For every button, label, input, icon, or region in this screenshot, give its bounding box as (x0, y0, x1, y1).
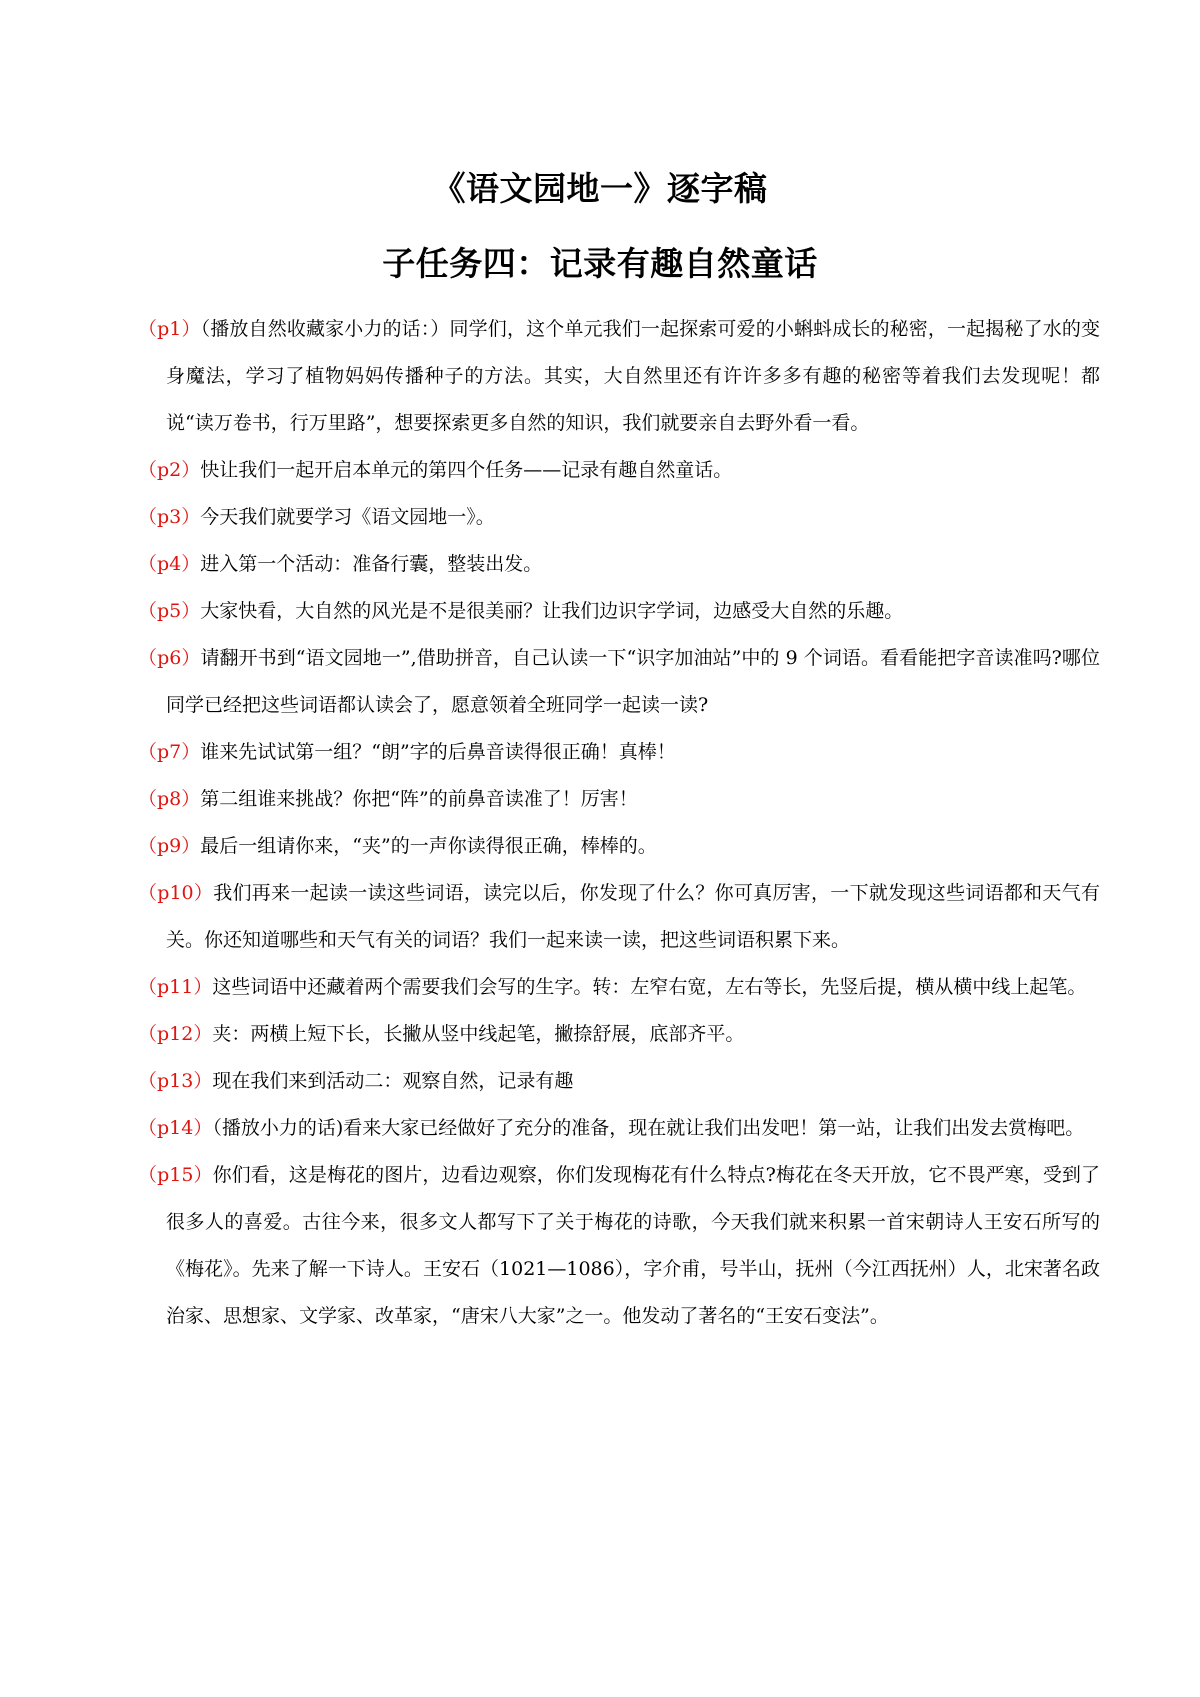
paragraph-marker: （p14） (138, 1117, 213, 1139)
paragraph-p12 (138, 1011, 1100, 1058)
paragraph-marker: （p1） (138, 318, 201, 340)
paragraph-marker: （p13） (138, 1070, 213, 1092)
paragraph-marker: （p9） (138, 835, 201, 857)
paragraph-text: （播放小力的话)看来大家已经做好了充分的准备，现在就让我们出发吧！第一站，让我们出发去赏梅吧。 (212, 1117, 1085, 1139)
paragraph-p15 (138, 1152, 1100, 1340)
paragraph-marker: （p15） (138, 1164, 213, 1186)
paragraph-text: 进入第一个活动：准备行囊，整装出发。 (200, 553, 543, 575)
paragraph-p2 (138, 447, 1100, 494)
document-subtitle: 子任务四：记录有趣自然童话 (382, 244, 818, 283)
paragraph-text: 我们再来一起读一读这些词语，读完以后，你发现了什么？你可真厉害，一下就发现这些词语都和天气有关。你还知道哪些和天气有关的词语？我们一起来读一读，把这些词语积累下来。 (166, 882, 1100, 951)
paragraph-marker: （p4） (138, 553, 201, 575)
paragraph-marker: （p2） (138, 459, 201, 481)
paragraph-p6 (138, 635, 1100, 729)
paragraph-text: 最后一组请你来，“夹”的一声你读得很正确，棒棒的。 (200, 835, 657, 857)
paragraph-text: （播放自然收藏家小力的话：）同学们，这个单元我们一起探索可爱的小蝌蚪成长的秘密，一起揭秘了水的变身魔法，学习了植物妈妈传播种子的方法。其实，大自然里还有许许多多有趣的秘密等着我们去发现呢！都说“读万卷书，行万里路”，想要探索更多自然的知识，我们就要亲自去野外看一看。 (166, 318, 1100, 434)
paragraph-marker: （p6） (138, 647, 201, 669)
paragraph-text: 第二组谁来挑战？你把“阵”的前鼻音读准了！厉害！ (200, 788, 638, 810)
paragraph-marker: （p5） (138, 600, 201, 622)
paragraph-p4 (138, 541, 1100, 588)
paragraph-p10 (138, 870, 1100, 964)
document-title: 《语文园地一》逐字稿 (432, 169, 768, 208)
paragraph-text: 你们看，这是梅花的图片，边看边观察，你们发现梅花有什么特点?梅花在冬天开放，它不畏严寒，受到了很多人的喜爱。古往今来，很多文人都写下了关于梅花的诗歌，今天我们就来积累一首宋朝诗人王安石所写的《梅花》。先来了解一下诗人。王安石（1021—1086），字介甫，号半山，抚州（今江西抚州）人，北宋著名政治家、思想家、文学家、改革家，“唐宋八大家”之一。他发动了著名的“王安石变法”。 (166, 1164, 1100, 1327)
paragraph-marker: （p12） (138, 1023, 213, 1045)
paragraph-text: 今天我们就要学习《语文园地一》。 (200, 506, 495, 528)
paragraph-text: 现在我们来到活动二：观察自然，记录有趣 (212, 1070, 574, 1092)
paragraph-marker: （p7） (138, 741, 201, 763)
paragraph-marker: （p8） (138, 788, 201, 810)
paragraph-text: 夹：两横上短下长，长撇从竖中线起笔，撇捺舒展，底部齐平。 (212, 1023, 745, 1045)
paragraph-p5 (138, 588, 1100, 635)
paragraph-p7 (138, 729, 1100, 776)
paragraph-text: 大家快看，大自然的风光是不是很美丽？让我们边识字学词，边感受大自然的乐趣。 (200, 600, 904, 622)
paragraph-p14 (138, 1105, 1100, 1152)
paragraph-text: 快让我们一起开启本单元的第四个任务——记录有趣自然童话。 (200, 459, 733, 481)
paragraph-p1 (138, 306, 1100, 447)
transcript-body (138, 306, 1100, 1340)
paragraph-marker: （p3） (138, 506, 201, 528)
paragraph-p11 (138, 964, 1100, 1011)
paragraph-p13 (138, 1058, 1100, 1105)
paragraph-marker: （p10） (138, 882, 214, 904)
paragraph-text: 谁来先试试第一组？“朗”字的后鼻音读得很正确！真棒！ (200, 741, 676, 763)
paragraph-marker: （p11） (138, 976, 213, 998)
paragraph-p3 (138, 494, 1100, 541)
paragraph-p8 (138, 776, 1100, 823)
paragraph-p9 (138, 823, 1100, 870)
paragraph-text: 请翻开书到“语文园地一”,借助拼音，自己认读一下“识字加油站”中的 9 个词语。看看能把字音读准吗?哪位同学已经把这些词语都认读会了，愿意领着全班同学一起读一读? (166, 647, 1100, 716)
paragraph-text: 这些词语中还藏着两个需要我们会写的生字。转：左窄右宽，左右等长，先竖后提，横从横中线上起笔。 (212, 976, 1087, 998)
